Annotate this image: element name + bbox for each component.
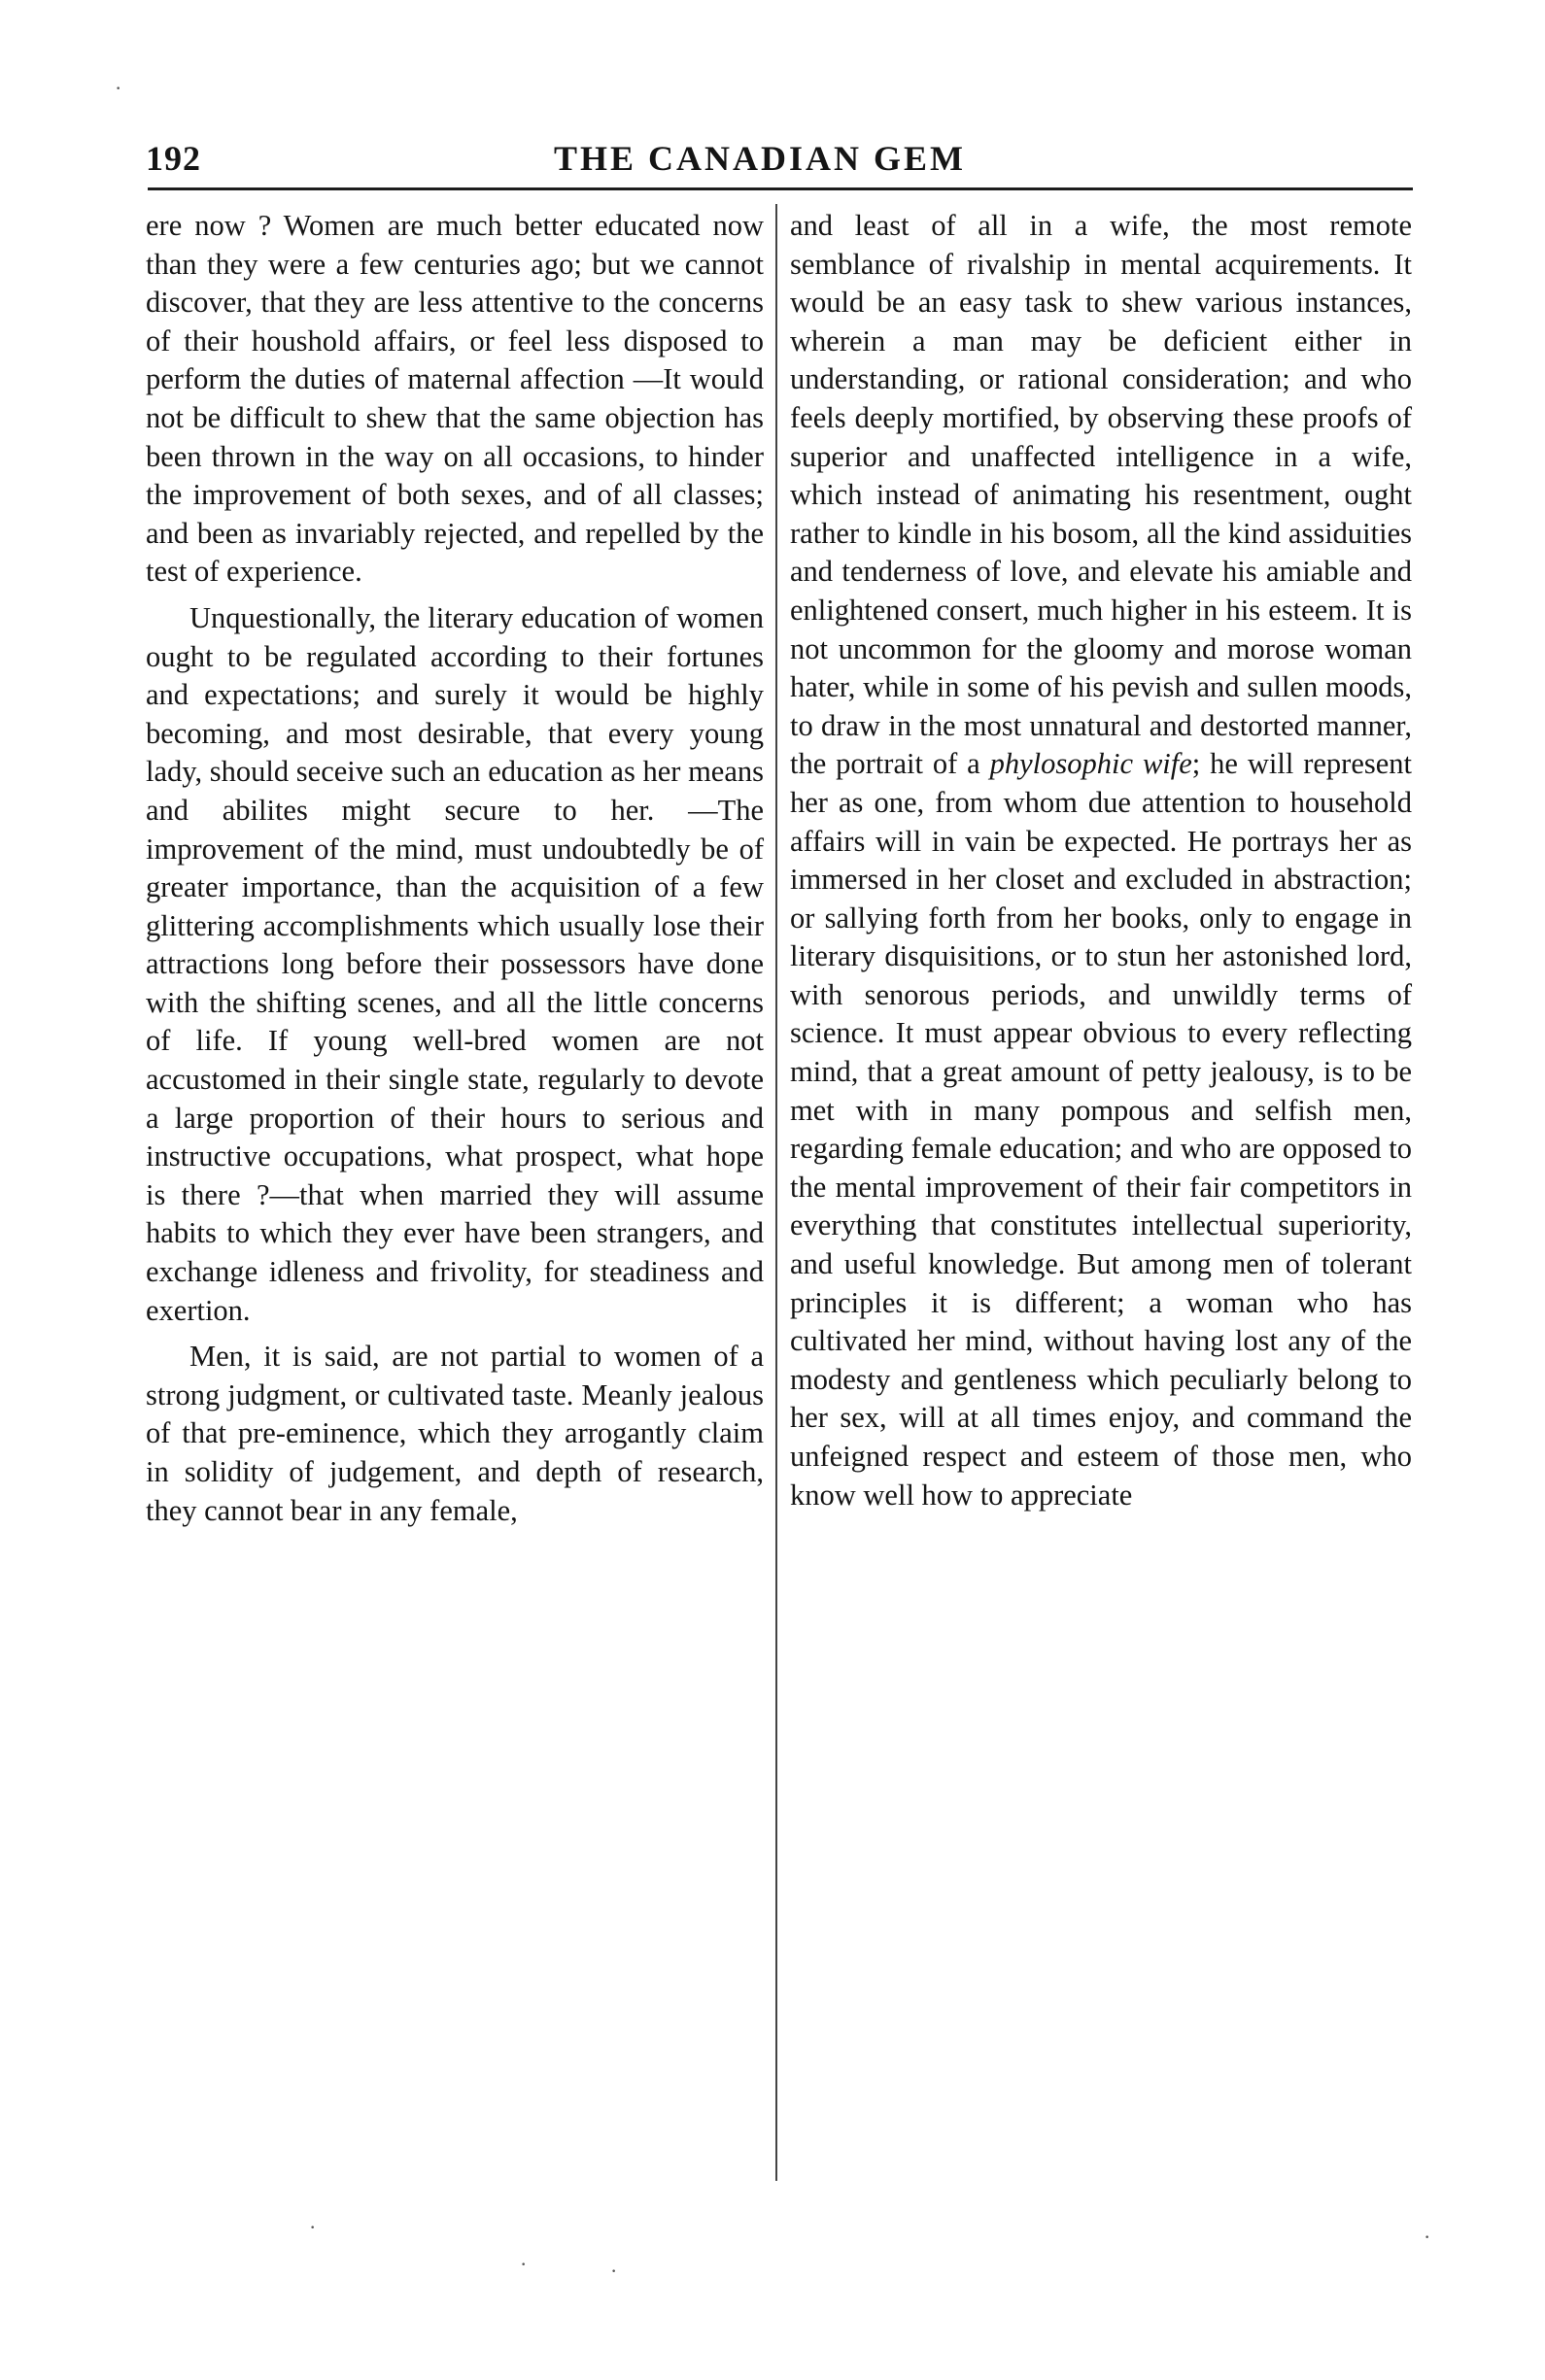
- left-paragraph-3: Men, it is said, are not partial to women of a strong judgment, or cultivated taste. Meanly jealous of that pre-eminence, which they arrogantly claim in solidity of judgement, and depth of research, they cannot bear in any female,: [146, 1340, 764, 1527]
- page-number: 192: [146, 139, 201, 178]
- right-paragraph-1: [790, 207, 1412, 1514]
- column-divider: [775, 204, 777, 2181]
- page-header: [146, 138, 1414, 194]
- italic-phrase: phylosophic wife: [989, 747, 1192, 781]
- scan-speck: ·: [1424, 2225, 1431, 2249]
- left-paragraph-2: Unquestionally, the literary education of women ought to be regulated according to their fortunes and expectations; and surely it would be highly becoming, and most desirable, that every young lady, should seceive such an education as her means and abilites might secure to her. —The improvement of the mind, must undoubtedly be of greater importance, than the acquisition of a few glittering accomplishments which usually lose their attractions long before their possessors have done with the shifting scenes, and all the little concerns of life. If young well-bred women are not accustomed in their single state, regularly to devote a large proportion of their hours to serious and instructive occupations, what prospect, what hope is there ?—that when married they will assume habits to which they ever have been strangers, and exchange idleness and frivolity, for steadiness and exertion.: [146, 600, 764, 1327]
- running-title: THE CANADIAN GEM: [554, 139, 967, 178]
- left-paragraph-1: ere now ? Women are much better educated now than they were a few centuries ago; but we cannot discover, that they are less attentive to the concerns of their houshold affairs, or feel less disposed to perform the duties of maternal affection —It would not be difficult to shew that the same objection has been thrown in the way on all occasions, to hinder the improvement of both sexes, and of all classes; and been as invariably rejected, and repelled by the test of experience.: [146, 209, 764, 589]
- scan-speck: ·: [520, 2252, 528, 2276]
- right-column: [790, 207, 1412, 1514]
- scan-speck: ·: [610, 2259, 618, 2283]
- scan-speck: ·: [309, 2215, 317, 2239]
- scan-speck: ·: [115, 76, 122, 100]
- header-rule: [148, 187, 1413, 190]
- left-column: [146, 207, 764, 1530]
- right-paragraph-1-part-a: and least of all in a wife, the most remote semblance of rivalship in mental acquirements. It would be an easy task to shew various instances, wherein a man may be deficient either in understanding, or rational consideration; and who feels deeply mortified, by observing these proofs of superior and unaffected intelligence in a wife, which instead of animating his resentment, ought rather to kindle in his bosom, all the kind assiduities and tenderness of love, and elevate his amiable and enlightened consert, much higher in his esteem. It is not uncommon for the gloomy and morose woman hater, while in some of his pevish and sullen moods, to draw in the most unnatural and destorted manner, the portrait of a: [790, 209, 1412, 781]
- right-paragraph-1-part-b: ; he will represent her as one, from whom due attention to household affairs will in vain be expected. He portrays her as immersed in her closet and excluded in abstraction; or sallying forth from her books, only to engage in literary disquisitions, or to stun her astonished lord, with senorous periods, and unwildly terms of science. It must appear obvious to every reflecting mind, that a great amount of petty jealousy, is to be met with in many pompous and selfish men, regarding female education; and who are opposed to the mental improvement of their fair competitors in everything that constitutes intellectual superiority, and useful knowledge. But among men of tolerant principles it is different; a woman who has cultivated her mind, without having lost any of the modesty and gentleness which peculiarly belong to her sex, will at all times enjoy, and command the unfeigned respect and esteem of those men, who know well how to appreciate: [790, 747, 1412, 1512]
